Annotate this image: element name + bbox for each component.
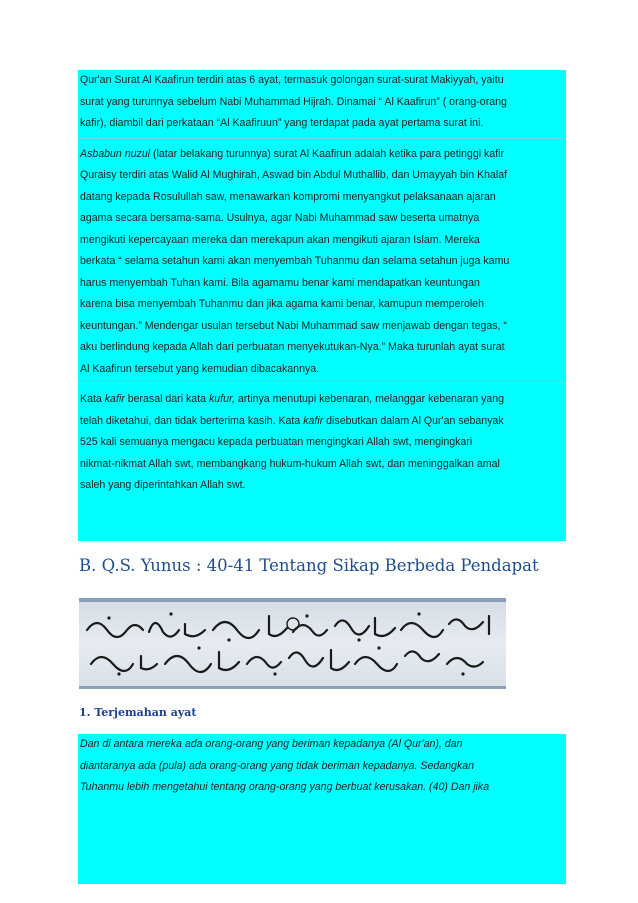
italic-term: kufur,	[208, 393, 235, 405]
subsection-heading: 1. Terjemahan ayat	[79, 706, 197, 719]
text-line: kafir), diambil dari perkataan “Al Kaafiruun” yang terdapat pada ayat pertama surat ini.	[80, 117, 484, 129]
text-fragment: artinya menutupi kebenaran, melanggar kebenaran yang	[234, 393, 505, 405]
paragraph-intro	[78, 70, 566, 135]
arabic-calligraphy-graphic	[79, 602, 506, 679]
text-line: Tuhanmu lebih mengetahui tentang orang-orang yang berbuat kerusakan. (40) Dan jika	[80, 781, 490, 793]
text-fragment: Kata	[80, 393, 105, 405]
text-line: mengikuti kepercayaan mereka dan merekapun akan mengikuti ajaran Islam. Mereka	[80, 233, 480, 246]
text-line: Qur'an Surat Al Kaafirun terdiri atas 6 ayat, termasuk golongan surat-surat Makiyyah, yaitu	[80, 74, 504, 86]
italic-term: Asbabun nuzul	[80, 147, 151, 160]
text-line: aku berlindung kepada Allah dari perbuatan menyekutukan-Nya.” Maka turunlah ayat surat	[80, 341, 505, 353]
text-line: berkata “ selama setahun kami akan menyembah Tuhanmu dan selama setahun juga kamu	[80, 255, 510, 267]
text-line: surat yang turunnya sebelum Nabi Muhammad Hijrah. Dinamai “ Al Kaafirun” ( orang-orang	[80, 95, 507, 108]
text-line: agama secara bersama-sama. Usulnya, agar Nabi Muhammad saw beserta umatnya	[80, 212, 480, 224]
translation-block	[78, 734, 566, 884]
text-line	[80, 411, 564, 433]
text-fragment: telah diketahui, dan tidak berterima kasih. Kata	[80, 414, 304, 427]
arabic-verse-image	[79, 598, 506, 689]
text-line: nikmat-nikmat Allah swt, membangkang hukum-hukum Allah swt, dan meninggalkan amal	[80, 457, 500, 470]
paragraph-asbabun-nuzul	[78, 144, 566, 381]
italic-term: kafir	[104, 393, 125, 405]
text-fragment: berasal dari kata	[124, 393, 209, 405]
section-heading: B. Q.S. Yunus : 40-41 Tentang Sikap Berbeda Pendapat	[79, 556, 539, 575]
text-line: diantaranya ada (pula) ada orang-orang yang tidak beriman kepadanya. Sedangkan	[80, 759, 475, 772]
italic-term: kafir	[303, 414, 324, 427]
text-fragment: disebutkan dalam Al Qur'an sebanyak	[323, 414, 504, 427]
text-line: Quraisy terdiri atas Walid Al Mughirah, Aswad bin Abdul Muthallib, dan Umayyah bin Khalaf	[80, 169, 508, 181]
text-line: saleh yang diperintahkan Allah swt.	[80, 479, 246, 491]
text-line: harus menyembah Tuhan kami. Bila agamamu benar kami mendapatkan keuntungan	[80, 276, 480, 289]
text-line: karena bisa menyembah Tuhanmu dan jika agama kami benar, kamupun memperoleh	[80, 298, 484, 310]
text-line: keuntungan.” Mendengar usulan tersebut Nabi Muhammad saw menjawab dengan tegas, “	[80, 319, 507, 332]
text-line	[80, 389, 564, 411]
translation-paragraph	[78, 734, 566, 799]
text-line: Dan di antara mereka ada orang-orang yang beriman kepadanya (Al Qur'an), dan	[80, 738, 463, 750]
text-line: Al Kaafirun tersebut yang kemudian dibacakannya.	[80, 362, 320, 375]
text-line: datang kepada Rosulullah saw, menawarkan kompromi menyangkut pelaksanaan ajaran	[80, 190, 496, 203]
divider	[78, 138, 566, 139]
text-line	[80, 144, 564, 166]
paragraph-kafir	[78, 389, 566, 497]
highlighted-text-block	[78, 70, 566, 541]
divider	[78, 383, 566, 384]
text-fragment: (latar belakang turunnya) surat Al Kaafirun adalah ketika para petinggi kafir	[150, 147, 505, 160]
text-line: 525 kali semuanya mengacu kepada perbuatan mengingkari Allah swt, mengingkari	[80, 436, 473, 448]
